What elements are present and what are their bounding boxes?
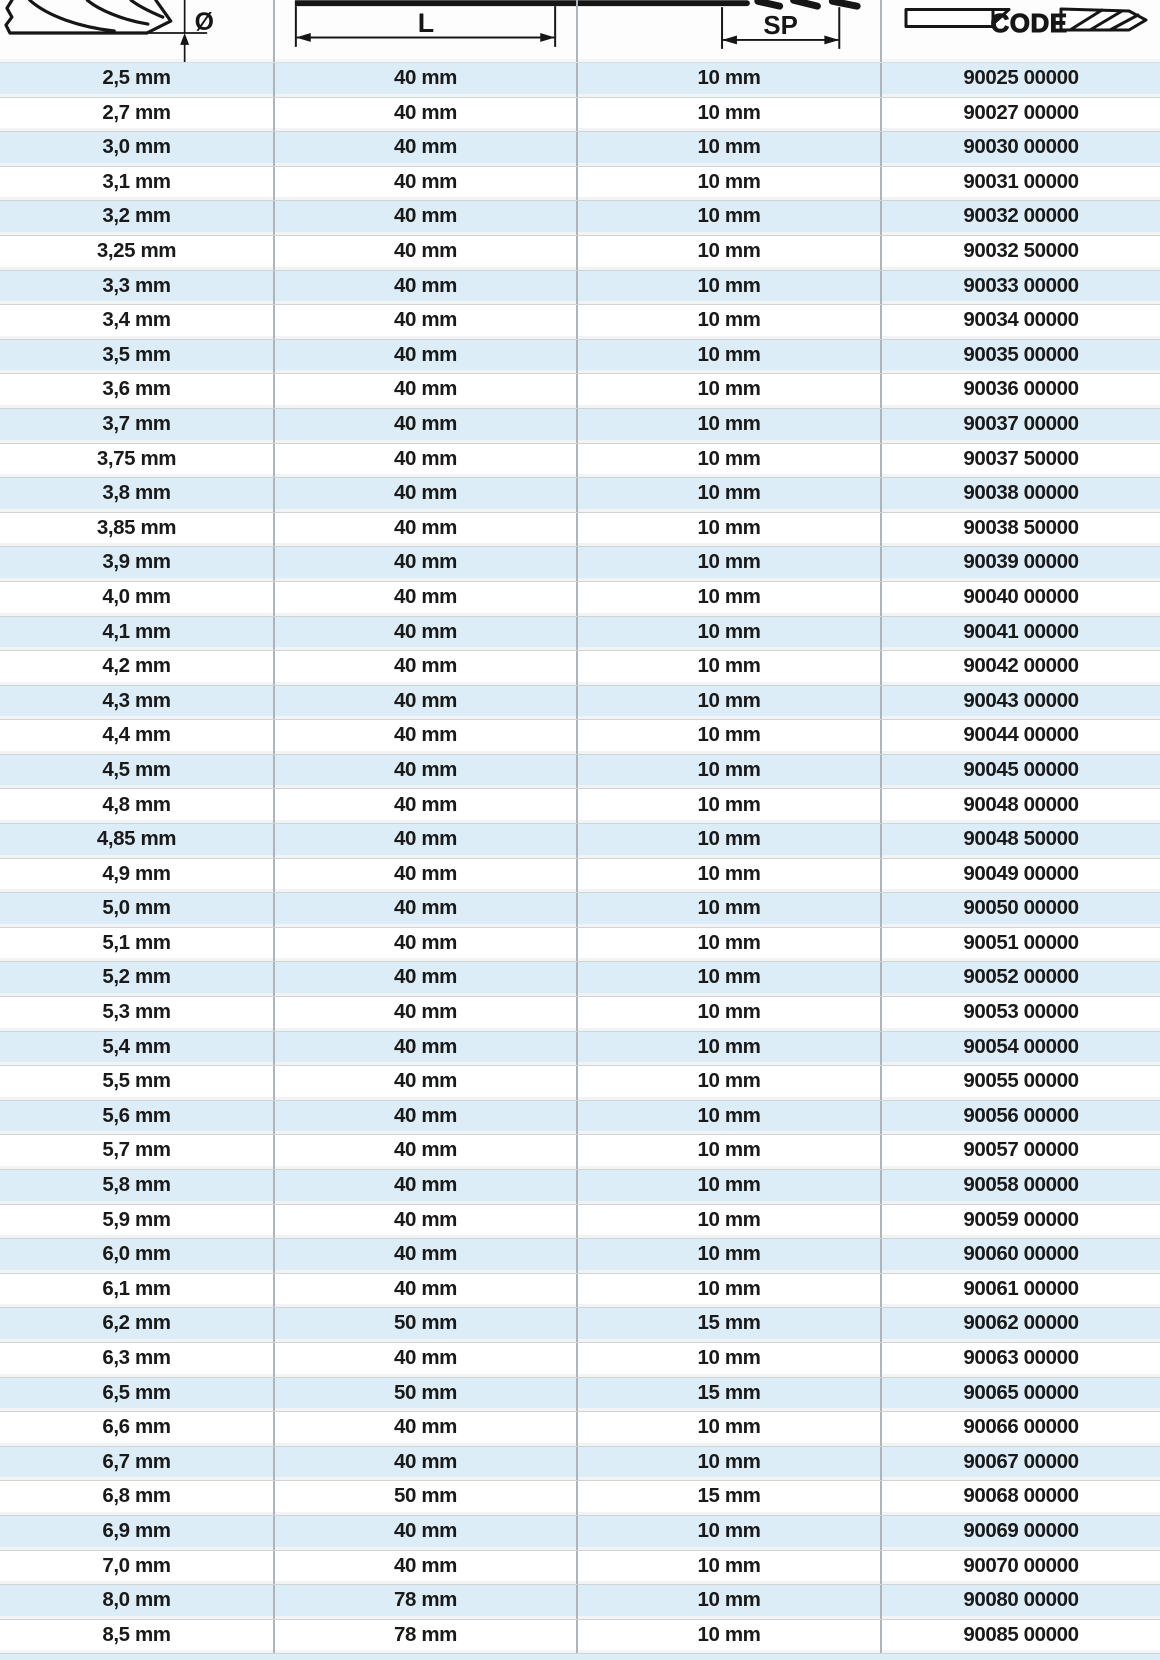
cell-length: 40 mm xyxy=(275,236,578,270)
cell-length: 40 mm xyxy=(275,167,578,201)
header-length xyxy=(275,0,578,62)
cell-length: 40 mm xyxy=(275,305,578,339)
cell-diameter: 3,2 mm xyxy=(0,201,275,235)
cell-code: 90053 00000 xyxy=(963,1000,1079,1024)
cell-diameter: 4,1 mm xyxy=(0,617,275,651)
cell-length: 40 mm xyxy=(275,755,578,789)
cell-length: 40 mm xyxy=(275,789,578,823)
spiral-symbol: SP xyxy=(763,11,798,40)
cell-code: 90032 00000 xyxy=(963,204,1079,228)
cell-diameter: 3,5 mm xyxy=(0,340,275,374)
table-row xyxy=(0,997,1160,1032)
cell-spiral: 10 mm xyxy=(578,686,882,720)
cell-diameter: 4,4 mm xyxy=(0,720,275,754)
cell-length: 40 mm xyxy=(275,651,578,685)
cell-diameter: 6,0 mm xyxy=(0,1239,275,1273)
table-row xyxy=(0,1101,1160,1136)
cell-length: 40 mm xyxy=(275,582,578,616)
cell-diameter: 6,2 mm xyxy=(0,1308,275,1342)
cell-spiral: 15 mm xyxy=(578,1308,882,1342)
cell-diameter: 4,9 mm xyxy=(0,859,275,893)
cell-spiral: 10 mm xyxy=(578,409,882,443)
cell-length: 40 mm xyxy=(275,1032,578,1066)
cell-spiral: 15 mm xyxy=(578,1481,882,1515)
cell-length: 40 mm xyxy=(275,1205,578,1239)
cell-diameter: 6,5 mm xyxy=(0,1378,275,1412)
cell-code: 90041 00000 xyxy=(963,619,1079,643)
cell-code: 90063 00000 xyxy=(963,1346,1079,1370)
table-row xyxy=(0,1585,1160,1620)
table-row xyxy=(0,1516,1160,1551)
cell-spiral: 10 mm xyxy=(578,132,882,166)
table-row xyxy=(0,1274,1160,1309)
cell-diameter: 3,3 mm xyxy=(0,271,275,305)
cell-spiral: 10 mm xyxy=(578,374,882,408)
cell-code: 90068 00000 xyxy=(963,1484,1079,1508)
cell-spiral: 10 mm xyxy=(578,1101,882,1135)
cell-length: 40 mm xyxy=(275,98,578,132)
cell-length: 40 mm xyxy=(275,409,578,443)
cell-code: 90049 00000 xyxy=(963,861,1079,885)
cell-spiral: 10 mm xyxy=(578,1274,882,1308)
cell-diameter: 3,9 mm xyxy=(0,547,275,581)
cell-diameter: 8,0 mm xyxy=(0,1585,275,1619)
table-row xyxy=(0,201,1160,236)
cell-length: 40 mm xyxy=(275,1239,578,1273)
table-row xyxy=(0,962,1160,997)
table-row xyxy=(0,893,1160,928)
cell-length: 78 mm xyxy=(275,1585,578,1619)
cell-diameter: 3,1 mm xyxy=(0,167,275,201)
cell-code: 90033 00000 xyxy=(963,273,1079,297)
cell-code: 90065 00000 xyxy=(963,1380,1079,1404)
cell-code: 90080 00000 xyxy=(963,1588,1079,1612)
cell-diameter: 5,6 mm xyxy=(0,1101,275,1135)
cell-spiral: 10 mm xyxy=(578,1412,882,1446)
cell-spiral: 10 mm xyxy=(578,271,882,305)
cell-spiral: 10 mm xyxy=(578,167,882,201)
cell-code: 90042 00000 xyxy=(963,654,1079,678)
cell-spiral: 10 mm xyxy=(578,1066,882,1100)
cell-spiral: 10 mm xyxy=(578,755,882,789)
cell-diameter: 3,6 mm xyxy=(0,374,275,408)
cell-code: 90061 00000 xyxy=(963,1276,1079,1300)
table-row xyxy=(0,1481,1160,1516)
cell-length: 40 mm xyxy=(275,1170,578,1204)
cell-diameter: 6,1 mm xyxy=(0,1274,275,1308)
cell-spiral: 10 mm xyxy=(578,720,882,754)
cell-code: 90051 00000 xyxy=(963,930,1079,954)
header-spiral-length xyxy=(578,0,882,62)
cell-length: 40 mm xyxy=(275,686,578,720)
cell-code: 90070 00000 xyxy=(963,1553,1079,1577)
cell-length: 40 mm xyxy=(275,478,578,512)
cell-length: 40 mm xyxy=(275,1274,578,1308)
cell-diameter: 3,0 mm xyxy=(0,132,275,166)
cell-diameter: 3,4 mm xyxy=(0,305,275,339)
table-row xyxy=(0,63,1160,98)
cell-spiral: 10 mm xyxy=(578,1205,882,1239)
cell-code: 90059 00000 xyxy=(963,1207,1079,1231)
table-row xyxy=(0,789,1160,824)
cell-spiral: 10 mm xyxy=(578,824,882,858)
table-row xyxy=(0,1620,1160,1655)
cell-length: 40 mm xyxy=(275,513,578,547)
diameter-symbol: Ø xyxy=(194,9,214,37)
cell-diameter: 2,5 mm xyxy=(0,63,275,97)
cell-code: 90044 00000 xyxy=(963,723,1079,747)
cell-diameter: 5,9 mm xyxy=(0,1205,275,1239)
spec-table-body xyxy=(0,63,1160,1660)
cell-spiral: 10 mm xyxy=(578,1239,882,1273)
cell-diameter: 4,85 mm xyxy=(0,824,275,858)
cell-diameter: 5,5 mm xyxy=(0,1066,275,1100)
cell-length: 40 mm xyxy=(275,859,578,893)
cell-diameter: 5,7 mm xyxy=(0,1135,275,1169)
cell-diameter: 5,4 mm xyxy=(0,1032,275,1066)
cell-diameter: 6,3 mm xyxy=(0,1343,275,1377)
cell-code: 90030 00000 xyxy=(963,135,1079,159)
cell-diameter: 5,2 mm xyxy=(0,962,275,996)
cell-length: 40 mm xyxy=(275,444,578,478)
cell-length: 40 mm xyxy=(275,824,578,858)
table-row xyxy=(0,1205,1160,1240)
cell-length: 40 mm xyxy=(275,997,578,1031)
cell-spiral: 10 mm xyxy=(578,63,882,97)
cell-diameter: 4,2 mm xyxy=(0,651,275,685)
cell-diameter: 5,1 mm xyxy=(0,928,275,962)
cell-length: 40 mm xyxy=(275,1101,578,1135)
cell-code: 90066 00000 xyxy=(963,1415,1079,1439)
cell-spiral: 10 mm xyxy=(578,340,882,374)
cell-spiral: 10 mm xyxy=(578,1032,882,1066)
table-row xyxy=(0,374,1160,409)
table-row xyxy=(0,1135,1160,1170)
cell-spiral: 10 mm xyxy=(578,1551,882,1585)
table-row xyxy=(0,824,1160,859)
cell-diameter: 4,8 mm xyxy=(0,789,275,823)
table-row xyxy=(0,720,1160,755)
cell-code: 90055 00000 xyxy=(963,1069,1079,1093)
cell-code: 90069 00000 xyxy=(963,1518,1079,1542)
cell-length: 40 mm xyxy=(275,374,578,408)
cell-length: 40 mm xyxy=(275,1135,578,1169)
header-diameter xyxy=(0,0,275,62)
cell-diameter: 3,8 mm xyxy=(0,478,275,512)
table-row xyxy=(0,1032,1160,1067)
cell-code: 90027 00000 xyxy=(963,100,1079,124)
cell-code: 90040 00000 xyxy=(963,584,1079,608)
table-row xyxy=(0,1343,1160,1378)
cell-code: 90037 00000 xyxy=(963,411,1079,435)
table-row xyxy=(0,1308,1160,1343)
cell-spiral: 10 mm xyxy=(578,1170,882,1204)
cell-diameter: 7,0 mm xyxy=(0,1551,275,1585)
cell-diameter: 5,3 mm xyxy=(0,997,275,1031)
cell-spiral: 10 mm xyxy=(578,997,882,1031)
cell-code: 90067 00000 xyxy=(963,1449,1079,1473)
cell-diameter: 4,5 mm xyxy=(0,755,275,789)
cell-length: 40 mm xyxy=(275,893,578,927)
cell-diameter: 6,8 mm xyxy=(0,1481,275,1515)
cell-diameter: 3,85 mm xyxy=(0,513,275,547)
drill-diameter-diagram-icon xyxy=(0,0,273,62)
cell-spiral: 10 mm xyxy=(578,478,882,512)
cell-diameter: 6,6 mm xyxy=(0,1412,275,1446)
code-label: CODE xyxy=(990,8,1068,38)
cell-spiral: 10 mm xyxy=(578,1343,882,1377)
cell-spiral: 10 mm xyxy=(578,305,882,339)
table-row xyxy=(0,444,1160,479)
cell-length: 40 mm xyxy=(275,1343,578,1377)
cell-length: 40 mm xyxy=(275,340,578,374)
table-row xyxy=(0,1239,1160,1274)
table-row xyxy=(0,1412,1160,1447)
table-row xyxy=(0,1066,1160,1101)
table-header xyxy=(0,0,1160,63)
cell-spiral: 10 mm xyxy=(578,236,882,270)
cell-code: 90054 00000 xyxy=(963,1034,1079,1058)
cell-code: 90038 50000 xyxy=(963,515,1079,539)
table-row xyxy=(0,98,1160,133)
cell-code: 90048 50000 xyxy=(963,827,1079,851)
cell-length: 40 mm xyxy=(275,132,578,166)
cell-spiral: 10 mm xyxy=(578,617,882,651)
table-row-partial xyxy=(0,1654,1160,1660)
cell-spiral: 15 mm xyxy=(578,1378,882,1412)
cell-code: 90060 00000 xyxy=(963,1242,1079,1266)
cell-diameter: 8,5 mm xyxy=(0,1620,275,1654)
cell-spiral: 10 mm xyxy=(578,513,882,547)
cell-spiral: 10 mm xyxy=(578,859,882,893)
cell-diameter: 3,75 mm xyxy=(0,444,275,478)
table-row xyxy=(0,547,1160,582)
cell-code: 90052 00000 xyxy=(963,965,1079,989)
table-row xyxy=(0,409,1160,444)
cell-diameter: 3,7 mm xyxy=(0,409,275,443)
cell-length: 40 mm xyxy=(275,547,578,581)
cell-length: 50 mm xyxy=(275,1308,578,1342)
cell-diameter: 3,25 mm xyxy=(0,236,275,270)
cell-length: 40 mm xyxy=(275,617,578,651)
table-row xyxy=(0,236,1160,271)
cell-code: 90062 00000 xyxy=(963,1311,1079,1335)
cell-length: 40 mm xyxy=(275,962,578,996)
cell-length: 50 mm xyxy=(275,1378,578,1412)
table-row xyxy=(0,478,1160,513)
header-code xyxy=(882,0,1160,62)
cell-spiral: 10 mm xyxy=(578,1447,882,1481)
table-row xyxy=(0,167,1160,202)
cell-length: 40 mm xyxy=(275,928,578,962)
cell-code: 90032 50000 xyxy=(963,239,1079,263)
cell-spiral: 10 mm xyxy=(578,582,882,616)
cell-length: 40 mm xyxy=(275,63,578,97)
cell-length: 40 mm xyxy=(275,1551,578,1585)
cell-spiral: 10 mm xyxy=(578,98,882,132)
table-row xyxy=(0,1447,1160,1482)
cell-diameter: 4,0 mm xyxy=(0,582,275,616)
cell-code: 90057 00000 xyxy=(963,1138,1079,1162)
table-row xyxy=(0,651,1160,686)
cell-code: 90085 00000 xyxy=(963,1622,1079,1646)
table-row xyxy=(0,340,1160,375)
cell-diameter: 4,3 mm xyxy=(0,686,275,720)
length-dimension-diagram-icon xyxy=(275,0,576,62)
table-row xyxy=(0,132,1160,167)
cell-length: 40 mm xyxy=(275,1066,578,1100)
length-symbol: L xyxy=(417,7,435,38)
cell-code: 90039 00000 xyxy=(963,550,1079,574)
table-row xyxy=(0,1551,1160,1586)
table-row xyxy=(0,582,1160,617)
cell-spiral: 10 mm xyxy=(578,893,882,927)
cell-spiral: 10 mm xyxy=(578,1516,882,1550)
spiral-dimension-diagram-icon xyxy=(578,0,880,62)
cell-spiral: 10 mm xyxy=(578,962,882,996)
cell-code: 90031 00000 xyxy=(963,169,1079,193)
cell-spiral: 10 mm xyxy=(578,1620,882,1654)
cell-length: 40 mm xyxy=(275,1447,578,1481)
cell-spiral: 10 mm xyxy=(578,789,882,823)
table-row xyxy=(0,686,1160,721)
table-row xyxy=(0,1170,1160,1205)
cell-length: 50 mm xyxy=(275,1481,578,1515)
table-row xyxy=(0,1378,1160,1413)
cell-length: 40 mm xyxy=(275,1516,578,1550)
table-row xyxy=(0,928,1160,963)
table-row xyxy=(0,513,1160,548)
cell-diameter: 2,7 mm xyxy=(0,98,275,132)
cell-spiral: 10 mm xyxy=(578,1135,882,1169)
cell-length: 40 mm xyxy=(275,271,578,305)
cell-length: 40 mm xyxy=(275,720,578,754)
cell-length: 78 mm xyxy=(275,1620,578,1654)
cell-code: 90038 00000 xyxy=(963,481,1079,505)
cell-diameter: 5,8 mm xyxy=(0,1170,275,1204)
cell-diameter: 6,9 mm xyxy=(0,1516,275,1550)
cell-code: 90056 00000 xyxy=(963,1103,1079,1127)
cell-code: 90025 00000 xyxy=(963,66,1079,90)
cell-code: 90050 00000 xyxy=(963,896,1079,920)
table-row xyxy=(0,859,1160,894)
drill-bit-icon xyxy=(882,0,1160,62)
cell-length: 40 mm xyxy=(275,1412,578,1446)
cell-code: 90034 00000 xyxy=(963,308,1079,332)
cell-spiral: 10 mm xyxy=(578,1585,882,1619)
cell-length: 40 mm xyxy=(275,201,578,235)
cell-code: 90037 50000 xyxy=(963,446,1079,470)
table-row xyxy=(0,755,1160,790)
cell-diameter: 6,7 mm xyxy=(0,1447,275,1481)
cell-code: 90045 00000 xyxy=(963,757,1079,781)
cell-code: 90036 00000 xyxy=(963,377,1079,401)
cell-spiral: 10 mm xyxy=(578,547,882,581)
table-row xyxy=(0,271,1160,306)
table-row xyxy=(0,617,1160,652)
table-row xyxy=(0,305,1160,340)
cell-code: 90058 00000 xyxy=(963,1173,1079,1197)
cell-spiral: 10 mm xyxy=(578,444,882,478)
cell-spiral: 10 mm xyxy=(578,928,882,962)
cell-code: 90043 00000 xyxy=(963,688,1079,712)
cell-code: 90048 00000 xyxy=(963,792,1079,816)
cell-spiral: 10 mm xyxy=(578,201,882,235)
cell-spiral: 10 mm xyxy=(578,651,882,685)
cell-code: 90035 00000 xyxy=(963,342,1079,366)
cell-diameter: 5,0 mm xyxy=(0,893,275,927)
